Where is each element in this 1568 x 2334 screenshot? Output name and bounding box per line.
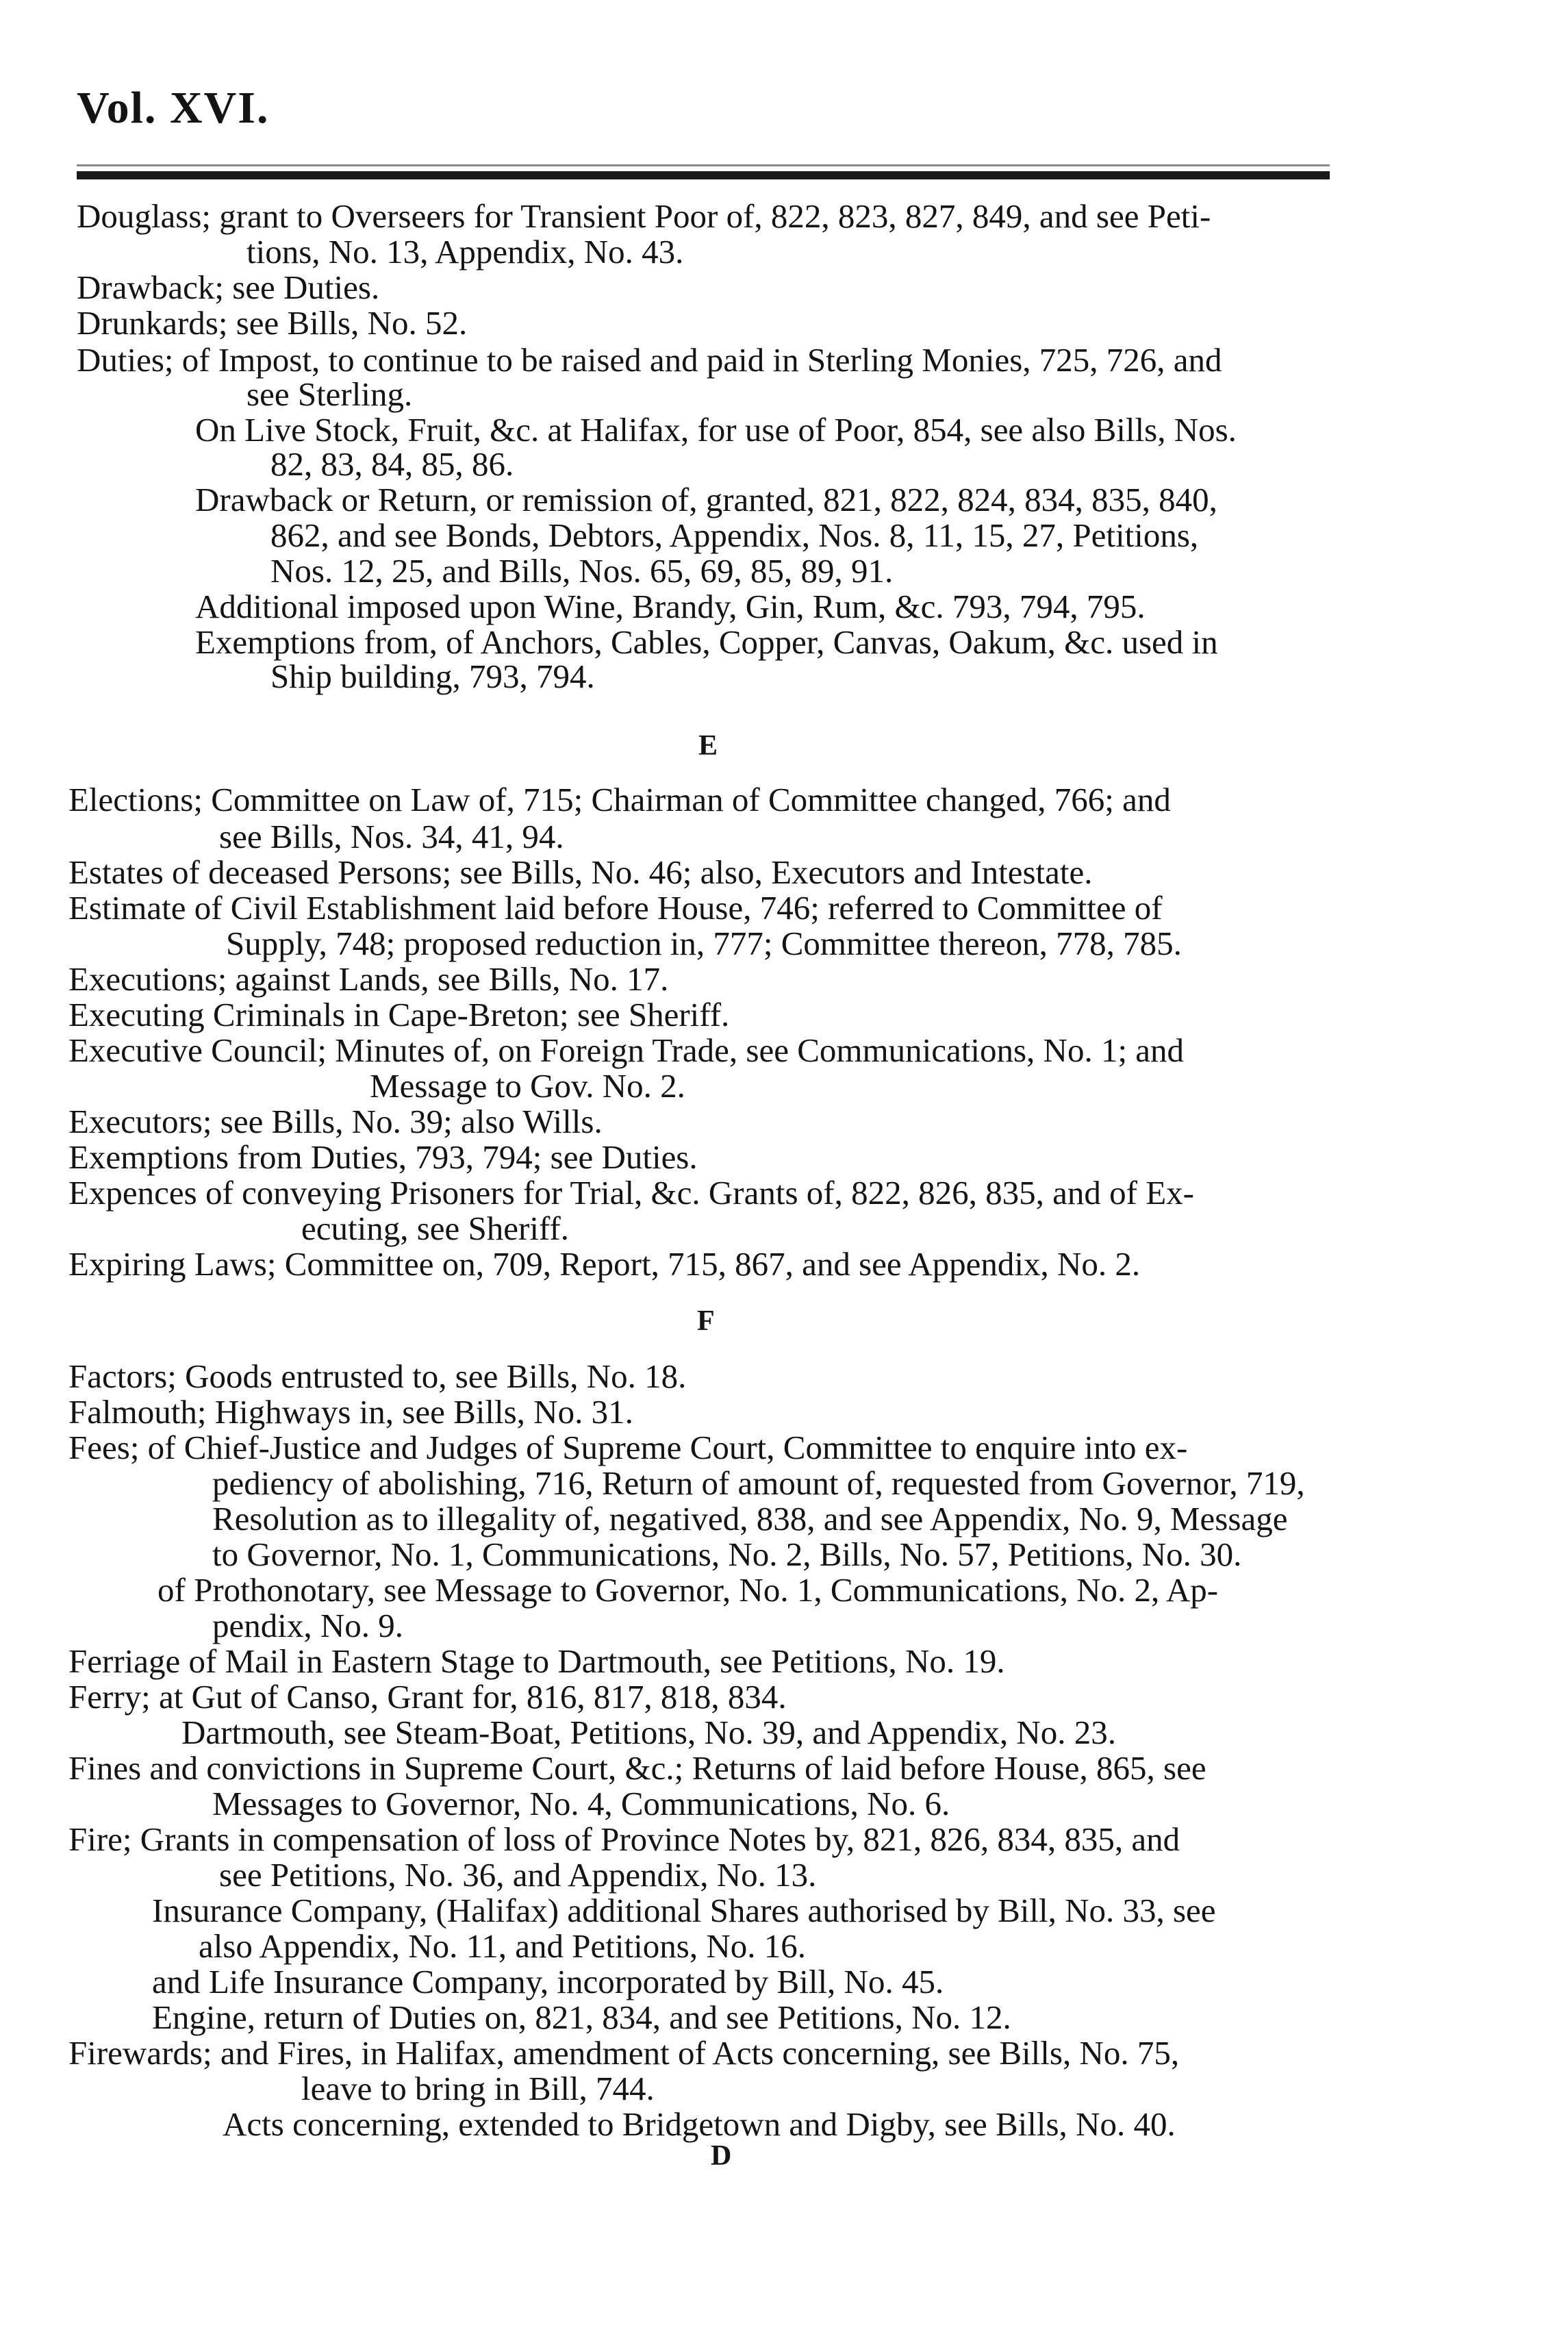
index-entry: Executions; against Lands, see Bills, No. 17. xyxy=(68,960,669,998)
index-entry-continuation: Supply, 748; proposed reduction in, 777; Committee thereon, 778, 785. xyxy=(226,925,1182,962)
index-entry: Elections; Committee on Law of, 715; Chairman of Committee changed, 766; and xyxy=(68,781,1171,818)
index-entry: Executing Criminals in Cape-Breton; see Sheriff. xyxy=(68,996,730,1033)
index-entry-continuation: also Appendix, No. 11, and Petitions, No. 16. xyxy=(199,1927,806,1965)
index-entry: Estimate of Civil Establishment laid before House, 746; referred to Committee of xyxy=(68,889,1163,927)
header-rule-thin xyxy=(77,164,1330,166)
header-rule xyxy=(77,171,1330,179)
index-entry-continuation: Nos. 12, 25, and Bills, Nos. 65, 69, 85, 89, 91. xyxy=(270,552,894,590)
index-entry-continuation: tions, No. 13, Appendix, No. 43. xyxy=(246,233,684,271)
index-subentry: Drawback or Return, or remission of, granted, 821, 822, 824, 834, 835, 840, xyxy=(195,481,1217,518)
index-entry: Falmouth; Highways in, see Bills, No. 31. xyxy=(68,1393,633,1431)
index-entry-continuation: 862, and see Bonds, Debtors, Appendix, Nos. 8, 11, 15, 27, Petitions, xyxy=(270,516,1199,554)
index-entry: Executors; see Bills, No. 39; also Wills. xyxy=(68,1103,603,1140)
index-entry: Expences of conveying Prisoners for Trial, &c. Grants of, 822, 826, 835, and of Ex- xyxy=(68,1174,1194,1212)
index-subentry: Exemptions from, of Anchors, Cables, Copper, Canvas, Oakum, &c. used in xyxy=(195,623,1218,661)
volume-header: Vol. XVI. xyxy=(77,83,270,133)
section-letter-f: F xyxy=(697,1305,716,1337)
index-entry-continuation: see Sterling. xyxy=(246,375,413,413)
index-entry-continuation: Resolution as to illegality of, negatived, 838, and see Appendix, No. 9, Message xyxy=(212,1500,1288,1538)
index-entry: Factors; Goods entrusted to, see Bills, No. 18. xyxy=(68,1357,687,1395)
index-entry: Drawback; see Duties. xyxy=(77,268,380,306)
index-entry: Exemptions from Duties, 793, 794; see Duties. xyxy=(68,1138,698,1176)
index-subentry: Insurance Company, (Halifax) additional Shares authorised by Bill, No. 33, see xyxy=(152,1892,1216,1929)
index-subentry: Acts concerning, extended to Bridgetown and Digby, see Bills, No. 40. xyxy=(223,2105,1176,2143)
index-entry-continuation: see Bills, Nos. 34, 41, 94. xyxy=(219,818,564,855)
index-subentry: Dartmouth, see Steam-Boat, Petitions, No. 39, and Appendix, No. 23. xyxy=(181,1714,1117,1751)
index-entry: Ferriage of Mail in Eastern Stage to Dartmouth, see Petitions, No. 19. xyxy=(68,1642,1005,1680)
index-entry: Expiring Laws; Committee on, 709, Report, 715, 867, and see Appendix, No. 2. xyxy=(68,1245,1141,1283)
index-entry-continuation: Ship building, 793, 794. xyxy=(270,657,595,695)
index-entry-continuation: 82, 83, 84, 85, 86. xyxy=(270,445,514,483)
index-subentry: and Life Insurance Company, incorporated by Bill, No. 45. xyxy=(152,1963,944,2000)
index-entry: Fines and convictions in Supreme Court, &c.; Returns of laid before House, 865, see xyxy=(68,1749,1206,1787)
index-subentry: Engine, return of Duties on, 821, 834, and see Petitions, No. 12. xyxy=(152,1998,1011,2036)
index-entry: Duties; of Impost, to continue to be raised and paid in Sterling Monies, 725, 726, and xyxy=(77,341,1222,379)
index-subentry: of Prothonotary, see Message to Governor, No. 1, Communications, No. 2, Ap- xyxy=(157,1571,1219,1609)
index-entry: Estates of deceased Persons; see Bills, No. 46; also, Executors and Intestate. xyxy=(68,853,1093,891)
index-entry-continuation: to Governor, No. 1, Communications, No. 2, Bills, No. 57, Petitions, No. 30. xyxy=(212,1535,1242,1573)
index-entry: Fees; of Chief-Justice and Judges of Supreme Court, Committee to enquire into ex- xyxy=(68,1429,1188,1466)
index-entry: Firewards; and Fires, in Halifax, amendment of Acts concerning, see Bills, No. 75, xyxy=(68,2034,1180,2072)
index-entry: Drunkards; see Bills, No. 52. xyxy=(77,304,468,342)
index-entry: Ferry; at Gut of Canso, Grant for, 816, 817, 818, 834. xyxy=(68,1678,787,1716)
index-entry-continuation: pendix, No. 9. xyxy=(212,1607,403,1644)
section-letter-e: E xyxy=(698,730,719,762)
index-entry-continuation: Message to Gov. No. 2. xyxy=(370,1067,685,1105)
index-subentry: Additional imposed upon Wine, Brandy, Gin, Rum, &c. 793, 794, 795. xyxy=(195,588,1146,625)
index-entry-continuation: pediency of abolishing, 716, Return of amount of, requested from Governor, 719, xyxy=(212,1464,1305,1502)
index-entry-continuation: leave to bring in Bill, 744. xyxy=(301,2070,655,2107)
index-entry: Executive Council; Minutes of, on Foreign Trade, see Communications, No. 1; and xyxy=(68,1031,1185,1069)
index-subentry: On Live Stock, Fruit, &c. at Halifax, for use of Poor, 854, see also Bills, Nos. xyxy=(195,411,1237,449)
index-entry: Douglass; grant to Overseers for Transient Poor of, 822, 823, 827, 849, and see Peti- xyxy=(77,197,1211,235)
index-entry-continuation: see Petitions, No. 36, and Appendix, No. 13. xyxy=(219,1856,817,1894)
index-entry-continuation: ecuting, see Sheriff. xyxy=(301,1209,569,1247)
signature-mark: D xyxy=(711,2140,732,2172)
index-entry-continuation: Messages to Governor, No. 4, Communications, No. 6. xyxy=(212,1785,950,1822)
index-entry: Fire; Grants in compensation of loss of Province Notes by, 821, 826, 834, 835, and xyxy=(68,1820,1180,1858)
